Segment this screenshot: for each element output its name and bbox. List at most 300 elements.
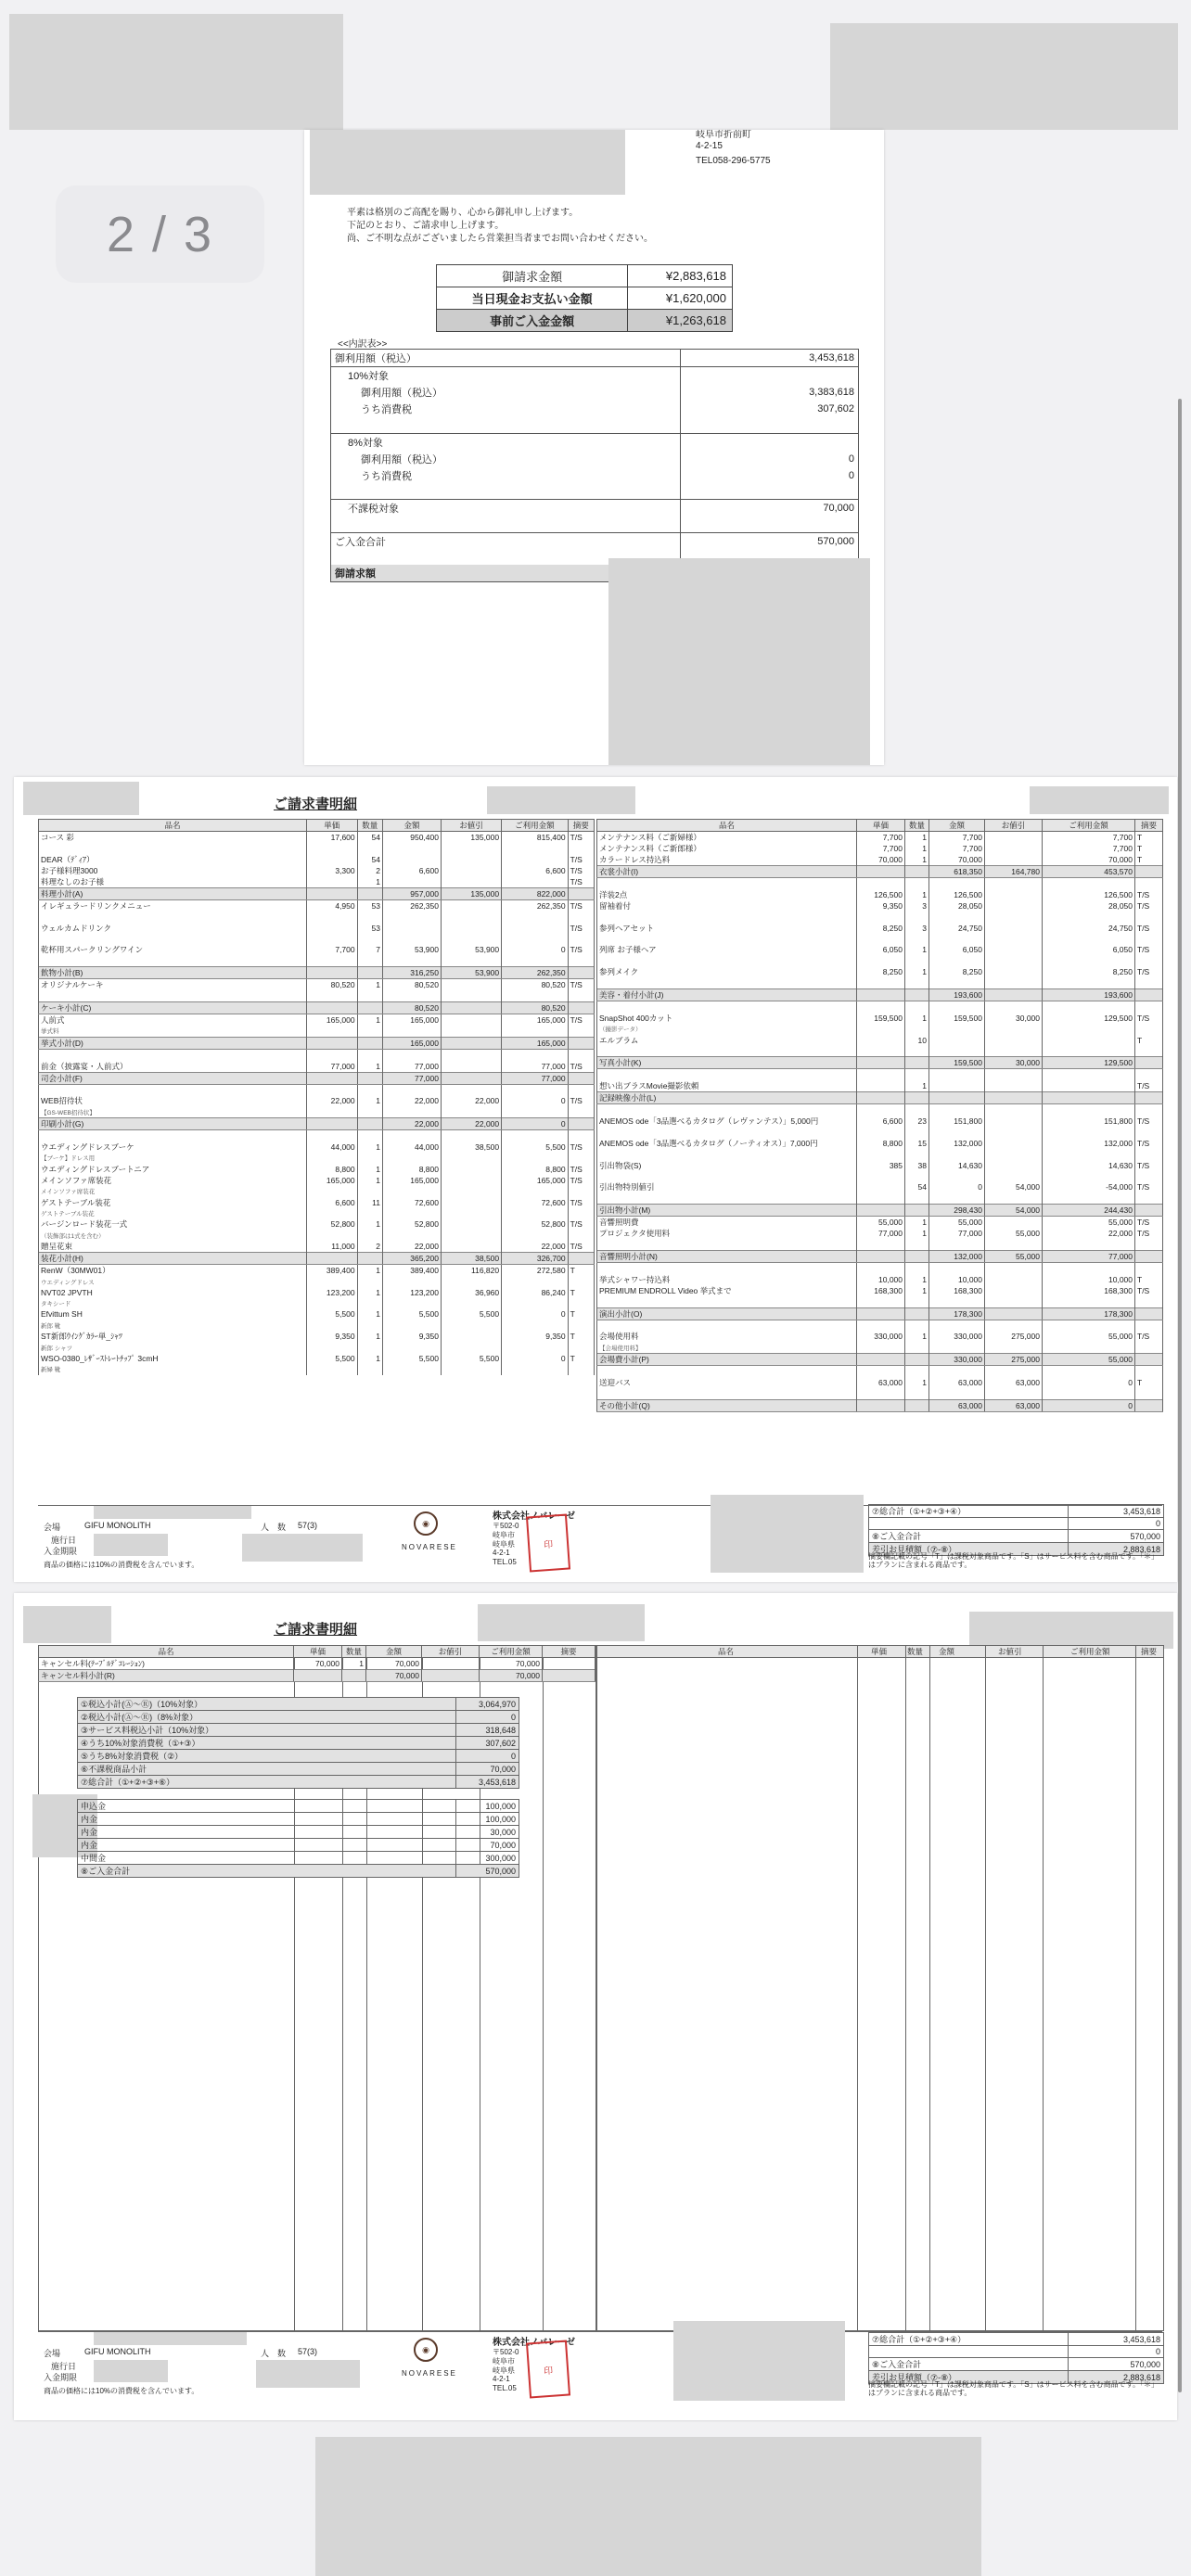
cell-note: T/S — [1135, 889, 1163, 900]
cell-qty — [905, 1149, 929, 1160]
cell-name — [597, 1366, 857, 1377]
cell-qty: 1 — [905, 1274, 929, 1285]
cell-disc — [441, 1218, 501, 1230]
cell-price: 10,000 — [857, 1274, 905, 1285]
summary-value: 3,064,970 — [456, 1698, 519, 1711]
cell-name: 音響照明小計(N) — [597, 1250, 857, 1262]
cell-amount — [382, 955, 441, 966]
cell-amount: 8,800 — [382, 1164, 441, 1175]
cell-note — [568, 1084, 594, 1095]
cell-amount — [382, 1298, 441, 1309]
breakdown-label: ご入金合計 — [331, 532, 681, 550]
cell-amount: 618,350 — [929, 866, 985, 878]
subtotal-row — [597, 1399, 1163, 1411]
cell-note: T/S — [568, 923, 594, 934]
table-row — [597, 1366, 1163, 1377]
cell-name — [597, 1388, 857, 1399]
cell-disc — [441, 1014, 501, 1026]
breakdown-row — [331, 500, 859, 517]
cell-amount — [382, 1230, 441, 1241]
cell-name: 音響照明費 — [597, 1217, 857, 1229]
summary-label: 申込金 — [78, 1800, 456, 1813]
summary-row — [78, 1826, 519, 1839]
guests-label: 人 数 — [261, 2349, 287, 2358]
col-header: 摘要 — [568, 820, 594, 832]
cell-name: その他小計(Q) — [597, 1399, 857, 1411]
col-header: 金額 — [939, 1647, 955, 1656]
cell-amount: 165,000 — [382, 1037, 441, 1049]
redacted-staff — [242, 1534, 363, 1562]
cell-amount — [929, 1024, 985, 1035]
table-row — [597, 878, 1163, 889]
cell-qty: 1 — [357, 1164, 382, 1175]
cell-note: T/S — [1135, 1116, 1163, 1127]
cell-amount: 77,000 — [382, 1072, 441, 1084]
cell-amount — [382, 843, 441, 854]
venue-name: GIFU MONOLITH — [84, 1521, 151, 1530]
cell-disc: 164,780 — [985, 866, 1043, 878]
cell-qty: 15 — [905, 1138, 929, 1149]
cell-total: -54,000 — [1043, 1181, 1135, 1192]
cell-disc: 63,000 — [985, 1377, 1043, 1388]
cell-name: ウエディングドレス — [39, 1276, 307, 1287]
table-row — [597, 1001, 1163, 1012]
cell-disc — [985, 1296, 1043, 1307]
total-label: ⑦総合計（①+②+③+④） — [869, 1505, 1069, 1518]
cell-amount — [929, 1104, 985, 1116]
cell-qty — [357, 1253, 382, 1265]
cell-total — [1043, 1296, 1135, 1307]
table-row — [39, 1095, 595, 1106]
cell-name: コース 彩 — [39, 832, 307, 844]
redacted-page-no — [969, 1612, 1173, 1649]
novarese-logo-icon: ◉ — [414, 2338, 438, 2362]
tax-note: 商品の価格には10%の消費税を含んでいます。 — [44, 2387, 199, 2395]
cell-total: 24,750 — [1043, 923, 1135, 934]
cell-total — [502, 1130, 568, 1141]
cell-total: 129,500 — [1043, 1057, 1135, 1069]
breakdown-label: 10%対象 — [331, 367, 681, 385]
cell-qty — [357, 1084, 382, 1095]
breakdown-row — [331, 516, 859, 532]
cell-name: SnapShot 400カット — [597, 1013, 857, 1024]
total-value: 2,883,618 — [1069, 1543, 1164, 1556]
guests-value: 57(3) — [298, 2347, 318, 2356]
cell-name: 列席 お子様ヘア — [597, 944, 857, 955]
cell-disc: 55,000 — [985, 1228, 1043, 1239]
cell-disc — [985, 878, 1043, 889]
cell-price — [306, 887, 357, 899]
cell-total — [1043, 1192, 1135, 1204]
amount-label: 御請求金額 — [437, 265, 628, 287]
cell-disc — [985, 988, 1043, 1001]
cell-price: 77,000 — [857, 1228, 905, 1239]
summary-row — [78, 1852, 519, 1865]
cell-disc — [441, 1208, 501, 1219]
cell-amount: 165,000 — [382, 1014, 441, 1026]
cell-total — [502, 990, 568, 1001]
table-row — [597, 1377, 1163, 1388]
cell-disc: 53,900 — [441, 967, 501, 979]
cell-amount: 151,800 — [929, 1116, 985, 1127]
cell-note — [1135, 1149, 1163, 1160]
table-row — [39, 1276, 595, 1287]
cell-qty — [905, 1069, 929, 1080]
cell-name: 挙式料 — [39, 1026, 307, 1037]
cell-name — [597, 1001, 857, 1012]
redacted-footer-block — [711, 1495, 864, 1573]
cell-total — [1043, 1342, 1135, 1353]
cell-price: 7,700 — [857, 832, 905, 844]
company-address: TEL.05 — [493, 1558, 517, 1566]
table-row — [39, 1014, 595, 1026]
cell-name: 人前式 — [39, 1014, 307, 1026]
cell-disc: 38,500 — [441, 1141, 501, 1153]
cell-note: T — [1135, 1274, 1163, 1285]
cell-disc: 5,500 — [441, 1309, 501, 1320]
redacted-page-no — [1030, 786, 1169, 814]
cell-total: 262,350 — [502, 899, 568, 912]
cell-total — [1043, 1320, 1135, 1331]
cell-note — [568, 887, 594, 899]
cell-qty: 1 — [905, 1217, 929, 1229]
cell-qty — [357, 934, 382, 945]
cell-name — [597, 1149, 857, 1160]
cell-name: 【会場使用料】 — [597, 1342, 857, 1353]
summary-row — [78, 1839, 519, 1852]
cell-total — [1043, 878, 1135, 889]
cell-total: 178,300 — [1043, 1307, 1135, 1320]
cell-name: キャンセル料小計(R) — [39, 1670, 294, 1682]
cell-note: T — [1135, 832, 1163, 844]
cell-total — [1043, 1069, 1135, 1080]
cell-qty: 54 — [357, 854, 382, 865]
cell-price — [857, 1181, 905, 1192]
cell-qty: 1 — [357, 1309, 382, 1320]
cell-qty: 1 — [357, 1331, 382, 1342]
cell-total: 262,350 — [502, 967, 568, 979]
cell-total — [1043, 1046, 1135, 1057]
breakdown-value: 570,000 — [681, 532, 859, 550]
table-row — [39, 1164, 595, 1175]
cell-disc: 38,500 — [441, 1253, 501, 1265]
cell-note — [568, 1276, 594, 1287]
cell-total: 70,000 — [1043, 854, 1135, 866]
cell-amount: 957,000 — [382, 887, 441, 899]
cell-amount: 80,520 — [382, 979, 441, 991]
cell-qty — [905, 1399, 929, 1411]
cell-amount: 63,000 — [929, 1399, 985, 1411]
cell-disc: 116,820 — [441, 1265, 501, 1277]
cell-price: 7,700 — [306, 944, 357, 955]
cell-total — [1043, 1080, 1135, 1092]
cell-total: 151,800 — [1043, 1116, 1135, 1127]
company-address: 4-2-1 — [493, 1549, 510, 1557]
total-label — [869, 1518, 1069, 1530]
table-row — [39, 1230, 595, 1241]
cell-price: 63,000 — [857, 1377, 905, 1388]
cell-price — [306, 1276, 357, 1287]
cell-total: 70,000 — [480, 1658, 543, 1670]
cell-disc — [441, 1342, 501, 1353]
cell-qty — [905, 1024, 929, 1035]
cell-name: 記録映像小計(L) — [597, 1092, 857, 1104]
cell-note — [1135, 1354, 1163, 1366]
cell-name: 料理小計(A) — [39, 887, 307, 899]
cell-disc — [985, 843, 1043, 854]
cell-note — [568, 955, 594, 966]
cell-amount — [929, 955, 985, 966]
cell-total: 193,600 — [1043, 988, 1135, 1001]
greeting-line: 平素は格別のご高配を賜り、心から御礼申し上げます。 — [347, 208, 579, 218]
breakdown-value — [681, 417, 859, 433]
cell-amount: 132,000 — [929, 1138, 985, 1149]
table-row — [597, 1192, 1163, 1204]
cell-price — [857, 1354, 905, 1366]
table-row — [597, 1181, 1163, 1192]
summary-row — [78, 1737, 519, 1750]
cell-price — [306, 1153, 357, 1164]
cell-name: エルブラム — [597, 1035, 857, 1046]
subtotal-row — [597, 1092, 1163, 1104]
cell-total — [502, 1208, 568, 1219]
cell-amount: 165,000 — [382, 1175, 441, 1186]
cell-amount: 72,600 — [382, 1197, 441, 1208]
cell-qty: 11 — [357, 1197, 382, 1208]
cell-name: 【ブーケ】ドレス用 — [39, 1153, 307, 1164]
table-row — [597, 1342, 1163, 1353]
cell-price — [857, 1262, 905, 1273]
cell-qty — [357, 990, 382, 1001]
detail-table-left — [38, 1645, 596, 1682]
col-header: 金額 — [366, 1646, 422, 1658]
cell-disc: 275,000 — [985, 1354, 1043, 1366]
cell-qty — [357, 1364, 382, 1375]
amount-value: ¥1,620,000 — [628, 287, 733, 310]
cell-total: 80,520 — [502, 979, 568, 991]
cell-qty — [357, 912, 382, 923]
cell-note — [1135, 1069, 1163, 1080]
subtotal-row — [39, 1118, 595, 1130]
cell-disc — [985, 1307, 1043, 1320]
cell-qty — [357, 1208, 382, 1219]
cell-name: 挙式シャワー持込料 — [597, 1274, 857, 1285]
cell-price — [857, 1104, 905, 1116]
tax-summary-table — [77, 1697, 519, 1789]
cell-note — [1135, 934, 1163, 945]
company-address: 岐阜市 — [493, 1531, 515, 1539]
detail-title: ご請求書明細 — [274, 1622, 358, 1638]
cell-amount — [929, 1192, 985, 1204]
deposit-label: 入金期限 — [44, 2373, 78, 2382]
amount-value: ¥1,263,618 — [628, 310, 733, 332]
cell-qty: 1 — [357, 1061, 382, 1073]
cell-name — [597, 1239, 857, 1250]
cell-disc — [985, 1104, 1043, 1116]
cell-disc — [441, 979, 501, 991]
cell-price: 165,000 — [306, 1014, 357, 1026]
table-row — [39, 1130, 595, 1141]
cell-amount — [382, 876, 441, 888]
cell-price — [857, 1127, 905, 1138]
redacted-header-mid — [269, 14, 343, 130]
cell-amount: 9,350 — [382, 1331, 441, 1342]
cell-name: 参列ヘアセット — [597, 923, 857, 934]
cell-amount: 178,300 — [929, 1307, 985, 1320]
cell-total — [502, 1153, 568, 1164]
date-label: 施行日 — [51, 2362, 77, 2371]
table-row — [597, 1046, 1163, 1057]
cell-qty: 54 — [905, 1181, 929, 1192]
cell-note — [568, 1118, 594, 1130]
cell-name: ゲストテーブル装花 — [39, 1197, 307, 1208]
cell-amount: 28,050 — [929, 900, 985, 912]
cell-amount — [382, 1320, 441, 1331]
redacted-footer-field — [94, 1506, 251, 1519]
invoice-page-summary — [304, 130, 884, 765]
cell-total: 22,000 — [502, 1241, 568, 1253]
cell-note — [1135, 1250, 1163, 1262]
table-row — [39, 1218, 595, 1230]
cell-disc — [422, 1670, 480, 1682]
cell-amount — [929, 1239, 985, 1250]
cell-total: 165,000 — [502, 1037, 568, 1049]
cell-name: バージンロード装花一式 — [39, 1218, 307, 1230]
cell-disc — [985, 934, 1043, 945]
cell-price: 165,000 — [306, 1175, 357, 1186]
col-header: お値引 — [998, 1647, 1022, 1656]
table-row — [597, 955, 1163, 966]
cell-note: T/S — [1135, 1138, 1163, 1149]
venue-label: 会場 — [44, 1523, 61, 1532]
table-row — [597, 944, 1163, 955]
cell-name: 飲物小計(B) — [39, 967, 307, 979]
table-row — [39, 1141, 595, 1153]
cell-name: メインソファ席装花 — [39, 1186, 307, 1197]
cell-price: 6,600 — [306, 1197, 357, 1208]
cell-price — [857, 878, 905, 889]
cell-note — [1135, 955, 1163, 966]
cell-price — [857, 1342, 905, 1353]
table-row — [39, 944, 595, 955]
table-row — [597, 1262, 1163, 1273]
cell-name — [39, 1130, 307, 1141]
breakdown-value: 0 — [681, 451, 859, 467]
cell-qty — [357, 1230, 382, 1241]
cell-total — [502, 1084, 568, 1095]
cell-note — [1135, 1342, 1163, 1353]
cell-disc: 54,000 — [985, 1181, 1043, 1192]
cell-note: T/S — [568, 865, 594, 876]
summary-label: 内金 — [78, 1826, 456, 1839]
cell-qty — [905, 878, 929, 889]
cell-price — [857, 1024, 905, 1035]
cell-qty — [905, 1239, 929, 1250]
cell-disc: 275,000 — [985, 1331, 1043, 1342]
cell-amount: 70,000 — [929, 854, 985, 866]
table-row — [597, 966, 1163, 977]
cell-price: 52,800 — [306, 1218, 357, 1230]
cell-price — [306, 990, 357, 1001]
cell-qty: 1 — [905, 832, 929, 844]
cell-qty — [905, 955, 929, 966]
cell-disc — [441, 899, 501, 912]
cell-note — [1135, 1205, 1163, 1217]
table-row — [597, 977, 1163, 988]
cell-qty: 1 — [357, 1353, 382, 1364]
cell-note: T — [568, 1353, 594, 1364]
cell-total: 6,050 — [1043, 944, 1135, 955]
cell-qty: 7 — [357, 944, 382, 955]
summary-label: ⑧ご入金合計 — [78, 1865, 456, 1878]
cell-total — [1043, 1024, 1135, 1035]
cell-total: 132,000 — [1043, 1138, 1135, 1149]
table-row — [39, 865, 595, 876]
cell-disc — [985, 1001, 1043, 1012]
cell-disc — [441, 1175, 501, 1186]
cell-note: T — [1135, 1377, 1163, 1388]
cell-disc: 30,000 — [985, 1057, 1043, 1069]
cell-total — [1043, 1035, 1135, 1046]
cell-amount — [929, 1127, 985, 1138]
summary-value: 100,000 — [456, 1813, 519, 1826]
redacted-staff — [256, 2360, 360, 2388]
col-header: 品名 — [39, 1646, 294, 1658]
cell-note: T/S — [1135, 1217, 1163, 1229]
cell-amount: 24,750 — [929, 923, 985, 934]
summary-row — [78, 1724, 519, 1737]
subtotal-row — [597, 1057, 1163, 1069]
cell-disc — [985, 1366, 1043, 1377]
cell-qty: 2 — [357, 1241, 382, 1253]
table-row — [39, 843, 595, 854]
cell-qty: 54 — [357, 832, 382, 844]
cell-note — [1135, 988, 1163, 1001]
cell-amount: 126,500 — [929, 889, 985, 900]
cell-disc — [985, 1274, 1043, 1285]
cell-price — [306, 1001, 357, 1014]
cell-name: 洋装2点 — [597, 889, 857, 900]
cell-amount: 77,000 — [382, 1061, 441, 1073]
cell-price — [306, 1208, 357, 1219]
subtotal-row — [39, 1001, 595, 1014]
table-row — [39, 1331, 595, 1342]
cell-disc — [985, 966, 1043, 977]
cell-note: T/S — [1135, 1285, 1163, 1296]
col-header: 摘要 — [543, 1646, 596, 1658]
cell-disc — [985, 944, 1043, 955]
table-row — [39, 1364, 595, 1375]
cell-amount — [382, 854, 441, 865]
total-value: 570,000 — [1069, 2358, 1164, 2371]
cell-total — [502, 1049, 568, 1060]
cell-note: T/S — [568, 832, 594, 844]
cell-price — [857, 912, 905, 923]
cell-amount — [929, 934, 985, 945]
cell-total: 822,000 — [502, 887, 568, 899]
cell-name: ANEMOS ode「3品選べるカタログ（ノーティオス）」7,000円 — [597, 1138, 857, 1149]
cell-disc — [985, 1116, 1043, 1127]
cell-total — [502, 854, 568, 865]
cell-note — [568, 1106, 594, 1117]
scrollbar[interactable] — [1178, 399, 1182, 2392]
cell-price — [857, 934, 905, 945]
cell-name: 衣裳小計(I) — [597, 866, 857, 878]
total-value: 0 — [1069, 2346, 1164, 2358]
table-row — [597, 1171, 1163, 1182]
cell-price — [306, 1320, 357, 1331]
cell-amount: 22,000 — [382, 1118, 441, 1130]
